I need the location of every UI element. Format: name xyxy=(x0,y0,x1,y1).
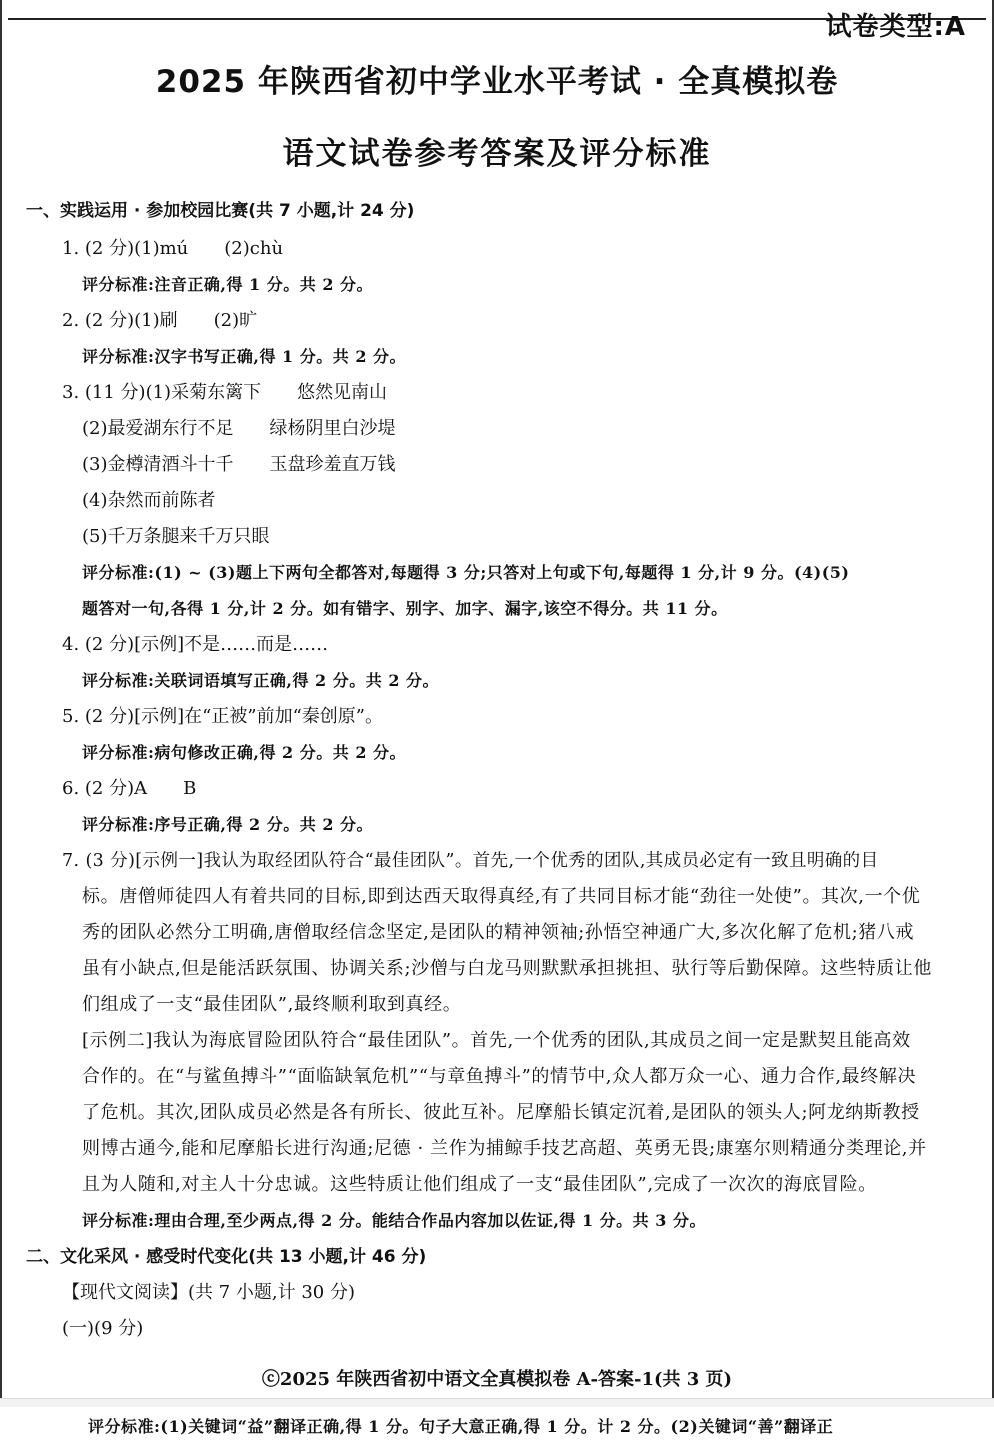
page-divider xyxy=(0,1398,994,1407)
page-title: 2025 年陕西省初中学业水平考试 · 全真模拟卷 xyxy=(155,64,839,100)
q7-example1-line: 秀的团队必然分工明确,唐僧取经信念坚定,是团队的精神领袖;孙悟空神通广大,多次化解了危机;猪八戒 xyxy=(82,922,915,943)
section-heading-2: 二、文化采风 · 感受时代变化(共 13 小题,计 46 分) xyxy=(26,1247,427,1267)
page-footer: ⓒ2025 年陕西省初中语文全真模拟卷 A-答案-1(共 3 页) xyxy=(261,1369,733,1390)
q3-line-5: (5)千万条腿来千万只眼 xyxy=(82,526,270,547)
q7-criteria: 评分标准:理由合理,至少两点,得 2 分。能结合作品内容加以佐证,得 1 分。共 3 分。 xyxy=(82,1211,706,1230)
exam-type-label: 试卷类型:A xyxy=(825,12,966,42)
q1-answer: 1. (2 分)(1)mú (2)chù xyxy=(62,238,284,259)
q4-criteria: 评分标准:关联词语填写正确,得 2 分。共 2 分。 xyxy=(82,671,440,690)
q7-answer: 7. (3 分)[示例一]我认为取经团队符合“最佳团队”。首先,一个优秀的团队,其成员必定有一致且明确的目 xyxy=(62,851,879,871)
header-rule xyxy=(8,12,986,42)
q3-line-3: (3)金樽清酒斗十千 玉盘珍羞直万钱 xyxy=(82,454,396,475)
q3-criteria-line-1: 评分标准:(1) ~ (3)题上下两句全都答对,每题得 3 分;只答对上句或下句,每题得 1 分,计 9 分。(4)(5) xyxy=(82,563,850,582)
q5-criteria: 评分标准:病句修改正确,得 2 分。共 2 分。 xyxy=(82,743,407,762)
q3-line-2: (2)最爱湖东行不足 绿杨阴里白沙堤 xyxy=(82,418,396,439)
q3-answer: 3. (11 分)(1)采菊东篱下 悠然见南山 xyxy=(62,382,388,403)
q4-answer: 4. (2 分)[示例]不是……而是…… xyxy=(62,634,329,655)
q7-example2-line: 合作的。在“与鲨鱼搏斗”“面临缺氧危机”“与章鱼搏斗”的情节中,众人都万众一心、通力合作,最终解决 xyxy=(82,1066,917,1087)
q3-line-4: (4)杂然而前陈者 xyxy=(82,490,216,511)
q1-criteria: 评分标准:注音正确,得 1 分。共 2 分。 xyxy=(82,275,374,294)
part-one-heading: (一)(9 分) xyxy=(62,1318,144,1339)
q2-criteria: 评分标准:汉字书写正确,得 1 分。共 2 分。 xyxy=(82,347,407,366)
q7-example1-line: 标。唐僧师徒四人有着共同的目标,即到达西天取得真经,有了共同目标才能“劲往一处使”。其次,一个优 xyxy=(82,886,921,907)
q7-example2-line: 了危机。其次,团队成员必然是各有所长、彼此互补。尼摩船长镇定沉着,是团队的领头人;阿龙纳斯教授 xyxy=(82,1102,920,1123)
q7-example2-line: 则博古通今,能和尼摩船长进行沟通;尼德 · 兰作为捕鲸手技艺高超、英勇无畏;康塞尔则精通分类理论,并 xyxy=(82,1138,927,1159)
q7-example2-line: 且为人随和,对主人十分忠诚。这些特质让他们组成了一支“最佳团队”,完成了一次次的海底冒险。 xyxy=(82,1174,877,1195)
q6-criteria: 评分标准:序号正确,得 2 分。共 2 分。 xyxy=(82,815,374,834)
q6-answer: 6. (2 分)A B xyxy=(62,778,197,799)
q5-answer: 5. (2 分)[示例]在“正被”前加“秦创原”。 xyxy=(62,706,383,727)
q2-answer: 2. (2 分)(1)刷 (2)旷 xyxy=(62,310,258,331)
section-heading-1: 一、实践运用 · 参加校园比赛(共 7 小题,计 24 分) xyxy=(26,201,415,221)
q7-example1-line: 们组成了一支“最佳团队”,最终顺利取到真经。 xyxy=(82,994,462,1015)
q7-example2-line: [示例二]我认为海底冒险团队符合“最佳团队”。首先,一个优秀的团队,其成员之间一定是默契且能高效 xyxy=(82,1030,911,1051)
reading-heading: 【现代文阅读】(共 7 小题,计 30 分) xyxy=(62,1282,356,1303)
page-subtitle: 语文试卷参考答案及评分标准 xyxy=(282,136,712,172)
next-page-criteria-fragment: 评分标准:(1)关键词“益”翻译正确,得 1 分。句子大意正确,得 1 分。计 2 分。(2)关键词“善”翻译正 xyxy=(88,1417,834,1436)
q7-example1-line: 虽有小缺点,但是能活跃氛围、协调关系;沙僧与白龙马则默默承担挑担、驮行等后勤保障。这些特质让他 xyxy=(82,958,932,979)
q3-criteria-line-2: 题答对一句,各得 1 分,计 2 分。如有错字、别字、加字、漏字,该空不得分。共 11 分。 xyxy=(82,599,728,618)
